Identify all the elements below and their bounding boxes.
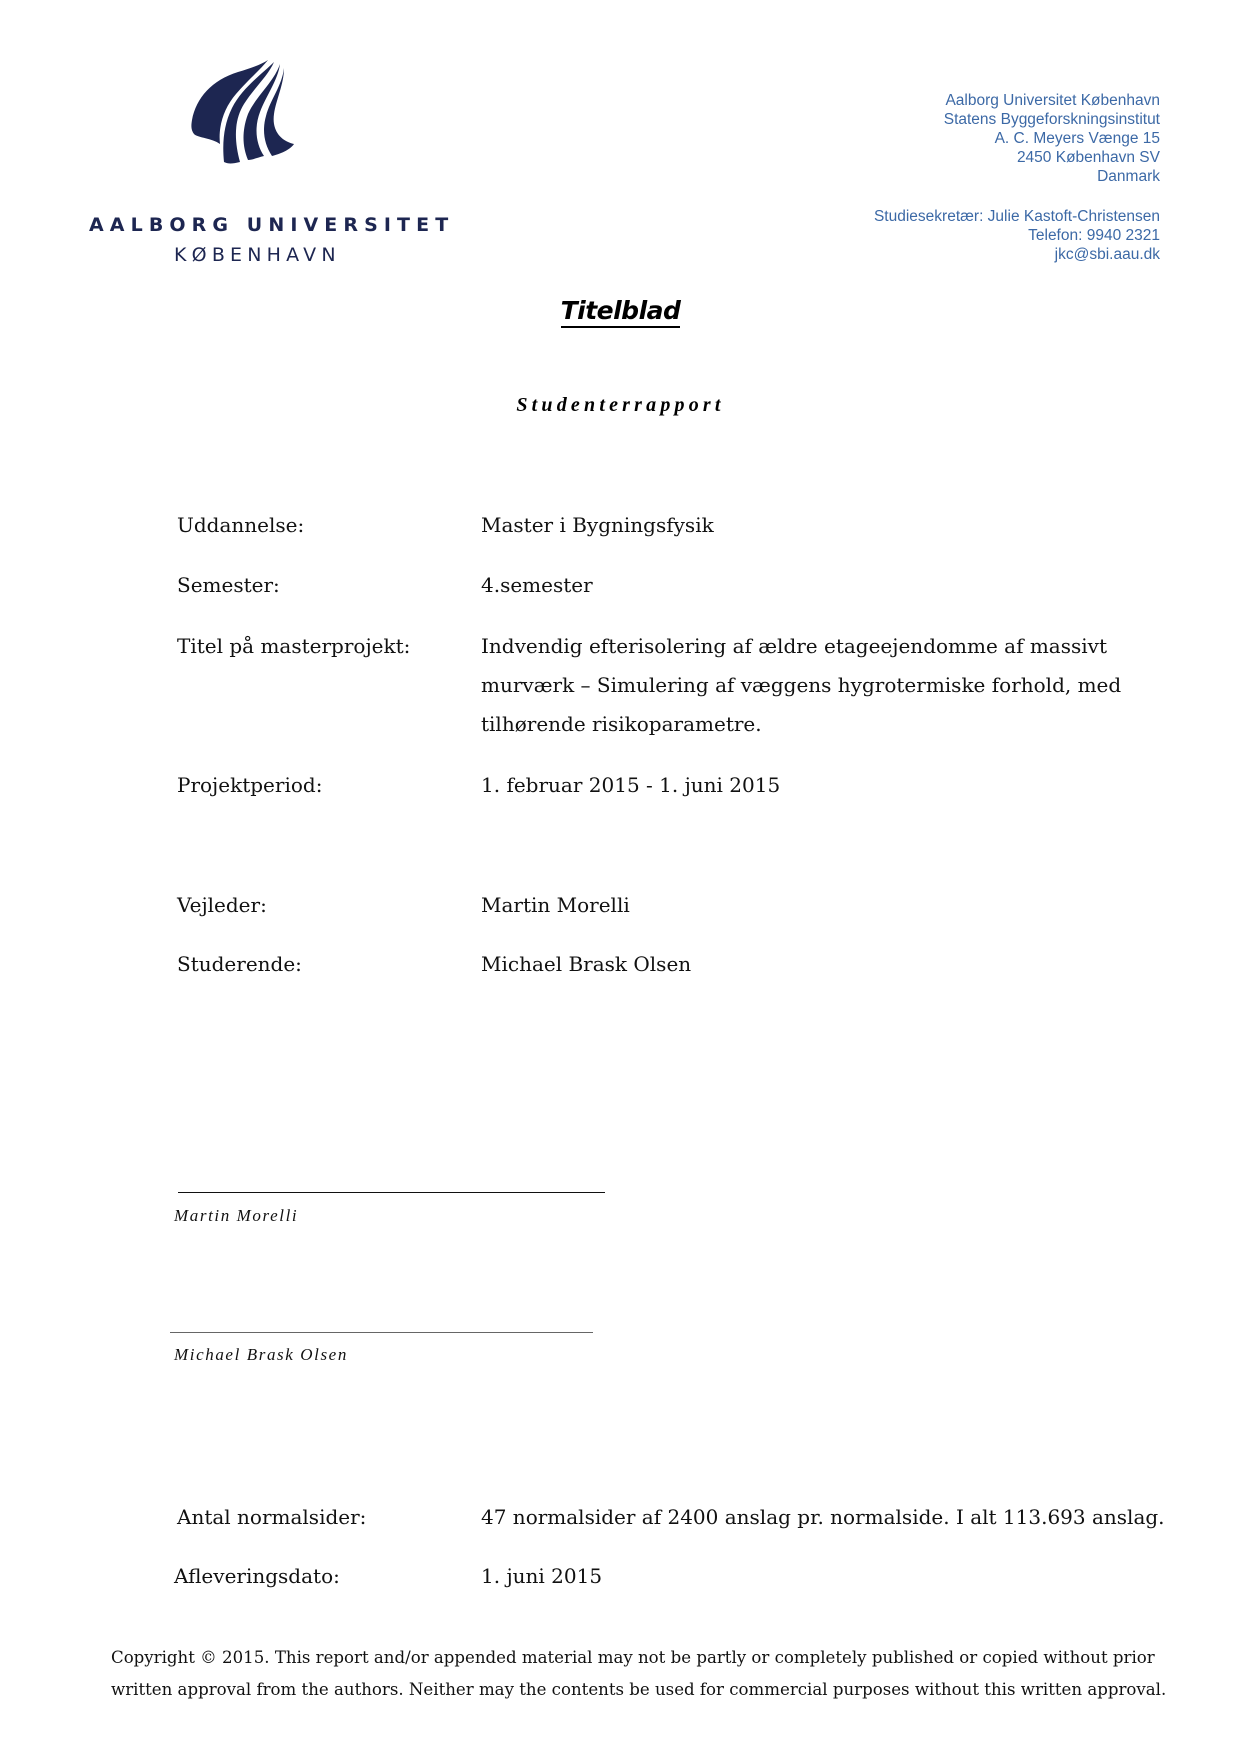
delivery-date-label: Afleveringsdato: (174, 1564, 340, 1588)
student-value: Michael Brask Olsen (481, 952, 692, 976)
address-line: Danmark (1097, 168, 1160, 185)
signature-line-supervisor (178, 1192, 605, 1193)
address-block (874, 91, 1160, 264)
education-label: Uddannelse: (177, 513, 305, 537)
logo-city-name: KØBENHAVN (174, 244, 341, 266)
delivery-date-value: 1. juni 2015 (481, 1564, 603, 1588)
project-title-label: Titel på masterprojekt: (177, 634, 411, 658)
semester-value: 4.semester (481, 573, 593, 597)
address-line: Aalborg Universitet København (945, 92, 1160, 109)
pages-value: 47 normalsider af 2400 anslag pr. normalside. I alt 113.693 anslag. (481, 1505, 1165, 1529)
address-line: A. C. Meyers Vænge 15 (994, 130, 1160, 147)
contact-email[interactable]: jkc@sbi.aau.dk (1054, 246, 1160, 263)
project-title-line-2: murværk – Simulering af væggens hygrotermiske forhold, med (481, 673, 1122, 697)
pages-label: Antal normalsider: (177, 1505, 367, 1529)
education-value: Master i Bygningsfysik (481, 513, 714, 537)
signature-name-supervisor: Martin Morelli (174, 1206, 299, 1225)
address-spacer (874, 186, 1160, 207)
aau-wave-logo-icon (190, 58, 302, 166)
logo-university-name: AALBORG UNIVERSITET (89, 214, 455, 236)
contact-secretary: Studiesekretær: Julie Kastoft-Christensen (873, 208, 1160, 225)
project-title-line-3: tilhørende risikoparametre. (481, 712, 762, 736)
copyright-notice (111, 1642, 1171, 1706)
supervisor-label: Vejleder: (177, 893, 267, 917)
signature-name-student: Michael Brask Olsen (174, 1345, 348, 1364)
copyright-line-1: Copyright © 2015. This report and/or appended material may not be partly or completely published or copied without prior (111, 1648, 1155, 1667)
supervisor-value: Martin Morelli (481, 893, 630, 917)
address-line: Statens Byggeforskningsinstitut (943, 111, 1160, 128)
period-value: 1. februar 2015 - 1. juni 2015 (481, 773, 781, 797)
contact-phone: Telefon: 9940 2321 (1028, 227, 1160, 244)
report-type: Studenterrapport (516, 394, 725, 416)
semester-label: Semester: (177, 573, 280, 597)
student-label: Studerende: (177, 952, 302, 976)
address-line: 2450 København SV (1016, 149, 1160, 166)
project-title-line-1: Indvendig efterisolering af ældre etageejendomme af massivt (481, 634, 1107, 658)
period-label: Projektperiod: (177, 773, 323, 797)
page-title (0, 296, 1241, 326)
signature-line-student (170, 1332, 593, 1333)
copyright-line-2: written approval from the authors. Neither may the contents be used for commercial purposes without this written approval. (111, 1680, 1167, 1699)
page-title-text: Titelblad (561, 296, 681, 328)
